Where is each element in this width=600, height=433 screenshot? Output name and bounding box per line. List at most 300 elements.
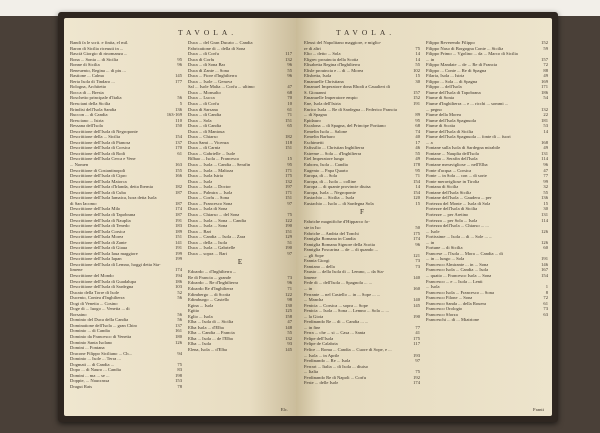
index-entry-term: Duca ... Corfu ... Sona <box>188 195 230 201</box>
index-entry-term: Fortissime ... Isola ... di ... Sole ... ... <box>426 234 493 240</box>
index-entry-term: Descrittione dell'Isola di Guadalupa <box>70 278 137 284</box>
index-entry-page: 55 <box>287 67 292 73</box>
index-entry-page: 131 <box>541 150 548 156</box>
index-entry-term: Duca ... del Gran Ducato ... Candia <box>188 40 253 45</box>
index-entry-term: Europa, di ... Isola ... colline <box>304 178 357 184</box>
index-entry-page: 167 <box>541 267 548 273</box>
index-entry-page: 97 <box>415 358 420 364</box>
index-entry-term: Egitto <box>188 308 200 314</box>
index-entry-page: 174 <box>413 236 420 242</box>
index-entry-page: 131 <box>541 211 548 217</box>
index-entry-term: Ene, Isola dell'Istria <box>304 101 341 107</box>
index-entry-page: 53 <box>543 123 548 129</box>
index-entry-page: 46 <box>415 145 420 151</box>
index-entry-term: Elba Isola ... d'Elba <box>188 324 224 330</box>
index-entry-page: 163 <box>175 162 182 168</box>
index-entry-term: ... quatto ... Francesco Isola ... Sona <box>426 272 492 278</box>
index-entry-page: 14 <box>415 56 420 62</box>
index-entry-term: Elisbetta, Isola <box>304 73 332 79</box>
index-entry-term: Ferrari ... Italia ... di Isola ... diuiso <box>304 363 369 369</box>
index-entry-term: Dominio Santa Isolano <box>70 339 113 345</box>
index-entry-term: Duca ... Isola ... Sona ... Candia <box>188 217 247 223</box>
index-entry-page: 61 <box>177 150 182 156</box>
index-entry-page: 72 <box>543 62 548 68</box>
index-entry-page: 110 <box>175 117 182 123</box>
index-entry-term: Duca ... Candia ... Isola ... Zara <box>188 234 246 240</box>
index-entry <box>304 201 420 207</box>
index-entry-term: Ferdinando ... Re ... Isola <box>304 358 351 364</box>
index-entry-term: Fabriche magnifiche d'Hipparco fo- <box>304 219 370 225</box>
index-entry-term: Descrittione dell'Isola Iapan <box>70 256 122 262</box>
index-entry-term: Duca di Corfu <box>188 56 215 62</box>
index-entry-page: 83 <box>177 367 182 373</box>
index-entry-term: Buccon ... di Candia <box>70 112 108 118</box>
index-entry-term: ... pegno <box>426 106 442 112</box>
index-entry-term: Felipe de Calabria <box>304 341 338 347</box>
index-entry-page: 22 <box>543 112 548 118</box>
index-entry-term: limene <box>70 267 83 273</box>
index-entry-term: Descrittione della ... Sicilia <box>70 134 121 140</box>
index-entry-page: 132 <box>541 106 548 112</box>
index-entry-page: 153 <box>175 378 182 384</box>
index-entry-term: Francesco Sforza <box>426 311 458 317</box>
index-entry-term: Bresciani della Sicilia <box>70 101 111 107</box>
index-entry-term: ... Isola <box>426 284 440 290</box>
index-entry-term: Estreme ... Sola ... d'Inghilterra <box>304 150 362 156</box>
index-entry-term: ... Italia <box>304 369 319 375</box>
index-entry-page: 95 <box>177 56 182 62</box>
index-entry-term: Fenicia ... Isola ... Sona ... Lemno ... Sola ... ... <box>304 308 389 314</box>
index-entry-page: 129 <box>285 234 292 240</box>
index-entry-term: Fonte meravigliose in Tirolia <box>426 178 480 184</box>
index-entry-page: 77 <box>415 324 420 330</box>
index-entry-page: 73 <box>287 274 292 280</box>
index-entry-term: Descrittione dell'Isola di Lemno, hoggi detta Sta- <box>70 261 161 267</box>
index-entry-page: 171 <box>285 167 292 173</box>
index-entry-term: Fiume di Scotia <box>426 123 456 129</box>
index-entry-page: 154 <box>413 178 420 184</box>
index-entry-page: 132 <box>285 335 292 341</box>
index-entry-page: 30 <box>415 78 420 84</box>
index-entry-term: Duca ... Isola ... Gabrielle <box>188 245 236 251</box>
index-entry-page: 40 <box>415 134 420 140</box>
index-entry-term: Ferrante ... nel Castello ... in ... Sope ... ... <box>304 291 381 297</box>
index-entry-term: Dominio ... Isole ... Terra ... <box>70 356 121 362</box>
index-entry-term: Ducento, Contea d'Inghilterra <box>70 295 125 301</box>
index-entry-page: 47 <box>287 84 292 90</box>
index-entry-page: 96 <box>287 280 292 286</box>
index-entry-term: ... in ... lungo ... Sola <box>426 256 465 262</box>
index-entry-term: Franceschi ... di ... Miatrione <box>426 317 480 323</box>
index-entry-page: 163-169 <box>166 112 182 118</box>
index-entry-term: Duca ... Isola di Sona <box>188 206 228 212</box>
index-entry-page: 160 <box>413 285 420 291</box>
index-entry-term: Francesco Isola ... Candia ... Isola <box>426 267 489 273</box>
right-running-head: TAVOLA. <box>336 28 396 37</box>
index-entry <box>304 380 420 386</box>
index-entry-term: Fiume dell'Isola Spagnuola ... fonte di ... fuori <box>426 134 511 140</box>
index-entry-term: ... in fine <box>304 324 321 330</box>
index-entry-page: 98 <box>287 297 292 303</box>
index-entry-page: 122 <box>285 291 292 297</box>
index-entry-term: Duca ... della ... Isola <box>188 239 228 245</box>
index-entry-term: Beneuento, Regina ... di piu ... <box>70 67 126 73</box>
index-entry-term: Francesco Isola ... Francesco ... Sona <box>426 289 494 295</box>
index-entry-page: 96 <box>543 162 548 168</box>
index-entry-term: Fiume di Sonia <box>426 95 455 101</box>
index-entry-term: Duca Sami ... Vicenza <box>188 139 229 145</box>
index-entry-page: 99 <box>543 178 548 184</box>
index-entry-term: Dogmati ... di Candia ... <box>70 361 115 367</box>
index-entry-page: 175 <box>285 173 292 179</box>
index-entry-term: Fiume d'Inghilterra ... e ... ricchi ... sommi ... <box>426 101 509 107</box>
index-entry-term: Duca ... Isole ... Genova <box>188 78 233 84</box>
index-entry-term: Bocca di ... Bresia <box>70 89 104 95</box>
index-entry-term: Bonne di Sicilia <box>70 62 100 68</box>
index-entry-page: 174 <box>175 267 182 273</box>
index-entry-page: 61 <box>543 300 548 306</box>
index-entry-page: 75 <box>415 369 420 375</box>
index-entry-term: Dracone Filippo Siciliano ... Ch... <box>70 350 133 356</box>
index-entry-page: 49 <box>543 73 548 79</box>
index-entry-page: 181 <box>541 117 548 123</box>
index-entry-page: 15 <box>415 200 420 206</box>
index-entry-term: Etel Imperatore lungo <box>304 156 345 162</box>
index-entry <box>70 384 182 390</box>
index-entry-term: Brindisi dell'Isola Sandia <box>70 106 117 112</box>
index-entry-term: Doge di ... luogo ... Venetia ... di <box>70 306 130 312</box>
index-entry-page: 55 <box>543 189 548 195</box>
index-entry-term: Fenicia ... Corsica ... sopra ... Sope <box>304 302 368 308</box>
index-entry-page: 122 <box>285 217 292 223</box>
index-entry-page: 73 <box>543 306 548 312</box>
index-entry-page: 114 <box>541 217 548 223</box>
index-entry-term: Francesco Sanda ... della Rouera <box>426 300 487 306</box>
index-entry-page: 70 <box>287 95 292 101</box>
index-entry-page: 145 <box>285 346 292 352</box>
index-entry-page: 191 <box>175 245 182 251</box>
index-entry-page: 130 <box>285 302 292 308</box>
right-column-a <box>304 40 420 386</box>
index-entry-page: 63 <box>543 311 548 317</box>
index-entry-page: 120 <box>413 195 420 201</box>
index-entry-term: Descrittione del Mondo <box>70 272 114 278</box>
index-entry-page: 114 <box>541 156 548 162</box>
index-entry-page: 8 <box>545 289 548 295</box>
index-entry-term: Bascià Giorgio di rinomanza ... <box>70 51 128 57</box>
index-entry-page: 191 <box>175 217 182 223</box>
index-entry-term: Ermelin Isola ... Salone <box>304 128 348 134</box>
index-entry-page: 73 <box>415 263 420 269</box>
index-entry-term: Fortezza del Monte ... Isola di Sola <box>426 200 491 206</box>
index-entry-page: 47 <box>543 167 548 173</box>
index-entry-page: 96 <box>415 241 420 247</box>
index-entry-term: Duca ... sopra ... Bari <box>188 250 228 256</box>
index-entry-page: 154 <box>175 134 182 140</box>
index-entry-page: 71 <box>287 285 292 291</box>
index-entry <box>188 347 292 353</box>
index-entry-page: 137 <box>175 322 182 328</box>
index-entry-term: Fontane dell'Isola Sicilia <box>426 189 472 195</box>
index-entry-term: Fontana ... Serafin dell'Isola <box>426 156 478 162</box>
index-entry-term: Duca ... di Candia <box>188 112 222 118</box>
index-entry-term: Francesco Filone ... Sona <box>426 295 473 301</box>
index-entry-page: 166 <box>175 173 182 179</box>
index-entry-term: Dogi di Venetia ... Cosino <box>70 300 118 306</box>
index-entry-term: Descrittione dell'Isola di Negroponte <box>70 128 138 134</box>
index-entry-page: 32 <box>543 184 548 190</box>
index-entry-page: 187 <box>175 189 182 195</box>
index-entry-page: 52 <box>177 289 182 295</box>
index-entry-term: Felipe dell'Isola <box>304 335 334 341</box>
index-entry-term: Duca ... Chiarso <box>188 134 218 140</box>
index-entry-term: Duca ... Isola ... Sona <box>188 223 228 229</box>
index-entry-term: Duca ... Lucca <box>188 95 215 101</box>
index-entry-page: 199 <box>175 250 182 256</box>
index-entry-term: Dominio da Francesco di Venetia <box>70 333 132 339</box>
index-entry-page: 55 <box>415 150 420 156</box>
index-entry-page: 117 <box>413 341 420 347</box>
index-entry-term: Duca ... Isola ... Maltoza <box>188 167 234 173</box>
index-entry-page: 15 <box>543 200 548 206</box>
index-entry-term: Filaria, Isola ... Istria <box>426 73 465 79</box>
index-entry-page: 126 <box>175 339 182 345</box>
index-entry-term: Francese ... l'Isola ... Mora ... Candia ... di <box>426 250 503 256</box>
index-entry-term: Elena, Isola ... d'Elba <box>188 346 227 352</box>
index-entry-term: Duca ... Sola <box>188 117 212 123</box>
index-entry-term: Filippo Primo ... Vgolino ... da ... Marco di Sicilia <box>426 51 518 57</box>
index-entry-page: 140 <box>413 274 420 280</box>
index-entry-page: 14 <box>543 128 548 134</box>
index-entry-term: Duca ... di Corfu <box>188 101 219 107</box>
index-entry-term: Ducato della Torre di Isole <box>70 289 120 295</box>
index-entry-term: Descrittione dell'Isola Iaua maggiore <box>70 250 138 256</box>
index-entry-page: 171 <box>285 189 292 195</box>
index-entry-page: 157 <box>413 89 420 95</box>
index-entry-page: 75 <box>177 361 182 367</box>
index-entry-term: Duca di Zante ... Sona <box>188 67 229 73</box>
index-entry-term: Descrittione dell'Isola Milo <box>70 206 121 212</box>
index-entry-page: 5 <box>179 101 182 107</box>
index-entry-page: 93 <box>287 341 292 347</box>
index-entry-page: 193 <box>413 352 420 358</box>
index-entry-page: 191 <box>541 256 548 262</box>
index-entry-term: Sal ... Isole Malta ... Corfu ... ultimo <box>188 84 255 90</box>
index-entry-term: Bilbao ... Isola ... Francesco <box>188 156 240 162</box>
index-entry-term: Famiglia Foscarina ... de ... di quando ... <box>304 247 378 253</box>
index-entry-page: 198 <box>175 372 182 378</box>
index-entry-term: Duca ... Francesco Sona <box>188 200 233 206</box>
index-entry-term: Fortezza ... per Sola ... Isola <box>426 217 478 223</box>
index-entry-term: Bologna, Architetto <box>70 84 107 90</box>
index-entry-page: 60 <box>543 245 548 251</box>
right-catchword: Franti <box>533 407 544 412</box>
index-entry-page: 187 <box>175 211 182 217</box>
index-entry-page: 175 <box>413 230 420 236</box>
index-entry-term: Ferdinando Re ... di ... Candia ... ... <box>304 319 369 325</box>
index-entry-term: Filippo Reverendo Filippo <box>426 40 475 45</box>
index-entry-page: 132 <box>285 56 292 62</box>
index-entry-term: Bona ... Sonia ... di Sicilia <box>70 56 119 62</box>
index-entry-page: 97 <box>287 200 292 206</box>
index-entry-term: Elba ... Candia ... Francia <box>188 330 235 336</box>
index-entry-term: Eleusi del Napolitano maggiore, e miglio- <box>304 40 382 45</box>
index-entry-term: Ermelin Barbaro <box>304 134 335 140</box>
index-entry-term: Filippo ... dell'Isola <box>426 84 462 90</box>
index-entry-page: 158 <box>285 313 292 319</box>
index-entry-page: 136 <box>541 195 548 201</box>
index-entry-term: ste in Iso <box>304 224 321 230</box>
index-entry-term: Eustachio ... Isola ... di Sardegna Sola <box>304 200 374 206</box>
index-entry-term: Fonte ... in Sola ... con ... di sorte <box>426 173 487 179</box>
index-entry-term: Descrittione dell'Isola di Tapobrana <box>70 211 136 217</box>
index-entry-term: Felice ... Roma ... Candia ... Cuore di Sope, e ... <box>304 346 392 352</box>
index-entry-term: Filippo Naso di Borgogna Conte ... Sicilia <box>426 45 504 51</box>
index-entry-term: Duca ... Monsalto <box>188 89 221 95</box>
index-entry-page: 146 <box>541 261 548 267</box>
index-entry-term: Fiume dell'Isola di Tapobrana <box>426 89 481 95</box>
index-entry-term: Descrittione dell'Isola Morea <box>70 234 124 240</box>
index-entry-page: 174 <box>175 206 182 212</box>
index-entry-page: 150 <box>175 123 182 129</box>
index-entry-page: 17 <box>415 139 420 145</box>
index-entry-page: 132 <box>285 178 292 184</box>
index-entry-page: 190 <box>285 223 292 229</box>
index-entry-term: Fannia Giorgi <box>304 258 330 264</box>
index-entry-page: 55 <box>287 330 292 336</box>
index-entry-term: Duca di Sarsana <box>188 106 218 112</box>
index-entry-term: Elio ... detto ... Sola <box>304 51 341 57</box>
index-entry-term: Filippo Mandate ... de ... Re di Francia <box>426 62 498 68</box>
index-entry-term: Domini ... ma ... se ... <box>70 372 110 378</box>
index-entry-term: Fontane ... Nauplia dell'Isola <box>426 150 479 156</box>
index-entry-term: Filippo ... Sola ... di Spagna <box>426 78 478 84</box>
index-entry-page: 152 <box>541 40 548 45</box>
index-entry-page: 175 <box>413 335 420 341</box>
index-entry-page: 171 <box>541 84 548 90</box>
index-entry-term: Duca ... Palmira ... Isola <box>188 189 233 195</box>
index-entry-page: 151 <box>285 117 292 123</box>
index-entry-page: 126 <box>541 228 548 234</box>
index-entry-page: 136 <box>175 106 182 112</box>
index-entry-page: 157 <box>541 56 548 62</box>
index-entry-term: Descrittione dell'Isola di Zante <box>70 239 127 245</box>
index-entry-term: Famiglia Romana in Candia <box>304 236 356 242</box>
section-letter-f: F <box>360 208 364 217</box>
index-entry-term: Fabriche ... Andria del Tonchi <box>304 230 359 236</box>
index-entry-term: Francesco Almirante ... in ... Sona <box>426 261 489 267</box>
index-entry <box>188 251 292 257</box>
index-entry-term: Emanuelle Imperatore empio <box>304 95 358 101</box>
index-entry-term: Eugenio ... Papa Quarto <box>304 167 348 173</box>
index-entry-page: 191 <box>413 101 420 107</box>
index-entry-term: Escalona ... di Spagna, del Principe Portiano <box>304 123 386 129</box>
index-entry-term: limene <box>304 274 317 280</box>
index-entry-page: 154 <box>541 272 548 278</box>
index-entry-page: 15 <box>415 73 420 79</box>
index-entry-page: 140 <box>413 297 420 303</box>
section-letter-e: E <box>237 258 243 267</box>
index-entry-page: 177 <box>175 78 182 84</box>
index-entry-page: 190 <box>285 245 292 251</box>
index-entry-page: 15 <box>287 156 292 162</box>
index-entry-term: re di altri <box>304 45 321 51</box>
index-entry-page: 187 <box>175 200 182 206</box>
index-entry-page: 75 <box>415 45 420 51</box>
index-entry-page: 199 <box>175 256 182 262</box>
index-entry-term: Descrittione dell'Isola di Pianosa <box>70 139 131 145</box>
index-entry-term: Fonte d'acqua ... Corsica <box>426 167 472 173</box>
index-entry-page: 96 <box>287 62 292 68</box>
index-entry-term: Descrittione dell'Isola di Nauplia <box>70 217 131 223</box>
index-entry-term: Eustachio ... Sicilia ... Isola <box>304 195 355 201</box>
index-entry-term: Fortezza dell'Isola ... Chiarso ... ... <box>426 223 489 229</box>
index-entry-term: Dopo ... di Nauro ... Candia <box>70 367 121 373</box>
index-entry-page: 1 <box>545 284 548 290</box>
index-entry-term: Duca ... Fiore d'Inghilterra <box>188 73 237 79</box>
index-entry-term: Duca ... di Carnia <box>188 145 221 151</box>
index-entry-term: Descrittione dell'Isola di Giaua <box>70 245 128 251</box>
index-entry-page: 55 <box>415 62 420 68</box>
index-entry-term: di San Iacomo <box>70 200 97 206</box>
index-entry-page: 155 <box>175 167 182 173</box>
index-entry-page: 94 <box>177 350 182 356</box>
index-entry-term: Feste ... delle Isole <box>304 380 339 386</box>
index-entry-page: 182 <box>285 134 292 140</box>
index-entry-page: 61 <box>287 106 292 112</box>
index-entry-term: Bresciano ... Istria <box>70 117 104 123</box>
index-entry-term: Baron di Sicilia riceuuti in ... <box>70 45 124 51</box>
index-entry-term: Francesco ... e ... Isola ... Lenti <box>426 278 483 284</box>
index-entry-term: Duca ... Gabrielle ... Isole <box>188 150 236 156</box>
open-book <box>58 12 558 422</box>
index-entry-page: 56 <box>177 95 182 101</box>
index-entry-page: 78 <box>177 383 182 389</box>
index-entry-term: Fiume della Morea <box>426 112 461 118</box>
index-entry-page: 178 <box>413 162 420 168</box>
index-entry-term: Edoardo ... Re d'Inghilterra <box>188 280 239 286</box>
index-entry-term: ... in <box>426 56 435 62</box>
index-entry-page: 68 <box>287 89 292 95</box>
index-entry-page: 125 <box>285 308 292 314</box>
index-entry-term: Eligrec prouincia della Scotia <box>304 56 359 62</box>
index-entry-page: 75 <box>287 211 292 217</box>
index-entry-page: 74 <box>415 128 420 134</box>
index-entry-term: ... Isole <box>426 228 440 234</box>
index-entry-term: Fontane sulla Isola di Sardegna mirabile <box>426 145 501 151</box>
index-entry-term: Fede di ... dell'Isola ... Spagnola ... ... <box>304 280 373 286</box>
index-entry-term: Fortezze dell'Isola di Sicilia <box>426 206 478 212</box>
index-entry-page: 154 <box>413 189 420 195</box>
index-entry-page: 151 <box>285 228 292 234</box>
index-entry-term: Edimburgo ... Castello <box>188 297 230 303</box>
index-entry-term: Duca ... Isola ... Doctor <box>188 184 231 190</box>
index-entry-page: 56 <box>177 295 182 301</box>
index-entry-term: Duca ... Chiarso ... del Sona <box>188 211 240 217</box>
left-column-a <box>70 40 182 389</box>
index-entry-term: Dragut Rais <box>70 383 93 389</box>
index-entry-term: Descrittione dell'Isola Iamaica, hora detta Isola <box>70 195 157 201</box>
index-entry-term: Berta Isola di Tindaro ... <box>70 78 115 84</box>
index-entry-page: 88 <box>543 67 548 73</box>
index-entry-term: Filippo ... Conte ... Re di Spagna <box>426 67 487 73</box>
index-entry-term: ... di Spagna <box>304 112 327 118</box>
index-entry-page: 180 <box>175 333 182 339</box>
index-entry-page: 186 <box>541 89 548 95</box>
index-entry-term: Descrittione dell'Isola Maiorca <box>70 178 127 184</box>
index-entry-term: Duca ... di Sona Bar <box>188 62 226 68</box>
index-entry-page: 49 <box>415 156 420 162</box>
